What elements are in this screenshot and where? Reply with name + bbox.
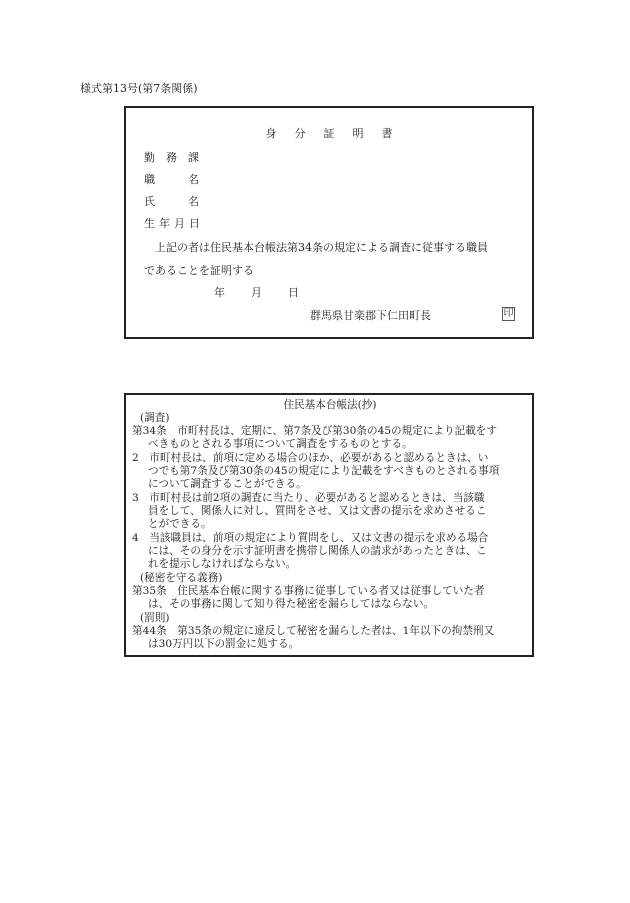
field-char: 年 [159,217,170,230]
law-excerpt [124,393,534,657]
law-line: 第34条 市町村長は、定期に、第7条及び第30条の45の規定により記載をす [132,425,497,437]
field-name [144,193,199,209]
field-char: 生 [144,217,155,230]
field-position [144,171,199,187]
field-char: 名 [188,173,199,186]
identification-certificate [124,106,534,339]
seal-mark: 印 [503,308,514,319]
field-char: 日 [189,217,200,230]
law-line: 4 当該職員は、前項の規定により質問をし、又は文書の提示を求める場合 [132,532,489,544]
law-line: 員をして、関係人に対し、質問をさせ、又は文書の提示を求めさせるこ [148,505,487,517]
law-line: 第44条 第35条の規定に違反して秘密を漏らした者は、1年以下の拘禁刑又 [132,625,495,637]
certificate-body-line1: 上記の者は住民基本台帳法第34条の規定による調査に従事する職員 [155,241,488,254]
date-month: 月 [251,286,262,299]
law-line: には、その身分を示す証明書を携帯し関係人の請求があったときは、こ [148,545,487,557]
law-line: とができる。 [148,518,212,530]
title-char: 身 [265,127,277,140]
field-char: 名 [188,195,199,208]
law-line: 2 市町村長は、前項に定める場合のほか、必要があると認めるときは、い [132,452,489,464]
law-line: (調査) [140,412,170,424]
issuer-name: 群馬県甘楽郡下仁田町長 [310,309,431,322]
law-line: は、その事務に関して知り得た秘密を漏らしてはならない。 [148,598,435,610]
law-line: べきものとされる事項について調査をするものとする。 [148,438,413,450]
field-department [144,149,199,165]
certificate-title [126,125,532,141]
title-char: 証 [323,127,335,140]
law-line: は30万円以下の罰金に処する。 [148,638,300,650]
title-char: 分 [294,127,306,140]
date-year: 年 [214,286,225,299]
field-char: 職 [144,173,155,186]
law-title: 住民基本台帳法(抄) [283,399,377,411]
law-line: つでも第7条及び第30条の45の規定により記載をすべきものとされる事項 [148,465,500,477]
law-line: (秘密を守る義務) [140,572,223,584]
law-line: 第35条 住民基本台帳に関する事務に従事している者又は従事していた者 [132,585,485,597]
field-char: 月 [174,217,185,230]
field-char: 務 [166,151,177,164]
date-day: 日 [288,286,299,299]
law-line: について調査することができる。 [148,478,307,490]
title-char: 書 [381,127,393,140]
field-birthdate [144,215,200,231]
field-char: 勤 [144,151,155,164]
law-line: れを提示しなければならない。 [148,558,297,570]
field-char: 氏 [144,195,155,208]
field-char: 課 [188,151,199,164]
law-line: 3 市町村長は前2項の調査に当たり、必要があると認めるときは、当該職 [132,492,485,504]
issue-date [214,284,299,300]
certificate-body-line2: であることを証明する [144,264,254,277]
title-char: 明 [352,127,364,140]
law-line: (罰則) [140,612,170,624]
form-number-label: 様式第13号(第7条関係) [80,82,198,95]
